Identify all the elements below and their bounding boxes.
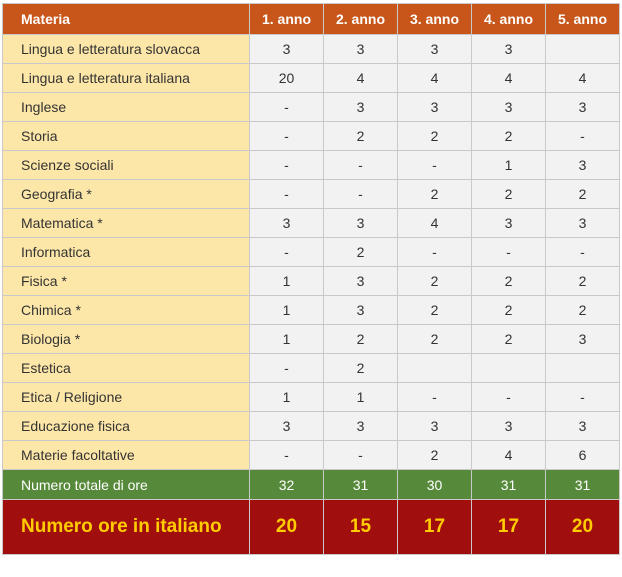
table-row [3,412,620,441]
hours-cell-year-3: 3 [398,412,472,441]
hours-cell-year-1: - [250,93,324,122]
table-row [3,325,620,354]
subject-cell: Matematica * [3,209,250,238]
hours-cell-year-5: 2 [546,267,620,296]
hours-cell-year-2: 3 [324,267,398,296]
hours-cell-year-3: 4 [398,64,472,93]
hours-cell-year-5: 3 [546,412,620,441]
hours-cell-year-5: - [546,122,620,151]
table-row [3,238,620,267]
table-row [3,441,620,470]
hours-cell-year-5: 3 [546,209,620,238]
hours-cell-year-4: 1 [472,151,546,180]
hours-cell-year-4: 4 [472,441,546,470]
hours-cell-year-3: 2 [398,267,472,296]
hours-cell-year-4: 3 [472,93,546,122]
table-row [3,209,620,238]
hours-cell-year-2: 3 [324,412,398,441]
italian-year-3: 17 [398,500,472,555]
hours-cell-year-3: - [398,383,472,412]
hours-cell-year-5: 2 [546,180,620,209]
hours-cell-year-2: - [324,151,398,180]
hours-cell-year-2: - [324,441,398,470]
subject-cell: Informatica [3,238,250,267]
hours-cell-year-3: 2 [398,180,472,209]
subject-cell: Inglese [3,93,250,122]
hours-cell-year-4: 2 [472,325,546,354]
subject-cell: Educazione fisica [3,412,250,441]
hours-cell-year-5: 4 [546,64,620,93]
hours-cell-year-3: 4 [398,209,472,238]
hours-cell-year-2: 3 [324,296,398,325]
table-row [3,267,620,296]
hours-cell-year-1: - [250,180,324,209]
italian-year-2: 15 [324,500,398,555]
hours-cell-year-4: - [472,383,546,412]
hours-cell-year-1: 3 [250,35,324,64]
hours-cell-year-5: - [546,383,620,412]
italian-year-4: 17 [472,500,546,555]
hours-cell-year-3: - [398,151,472,180]
table-row [3,93,620,122]
total-year-2: 31 [324,470,398,500]
hours-cell-year-1: - [250,441,324,470]
header-year-1: 1. anno [250,4,324,35]
hours-cell-year-3: 3 [398,93,472,122]
hours-cell-year-5 [546,35,620,64]
hours-cell-year-2: 2 [324,354,398,383]
subject-cell: Estetica [3,354,250,383]
hours-cell-year-1: - [250,122,324,151]
hours-cell-year-2: 1 [324,383,398,412]
total-year-1: 32 [250,470,324,500]
subject-cell: Chimica * [3,296,250,325]
italian-year-1: 20 [250,500,324,555]
hours-cell-year-3: 2 [398,296,472,325]
table-row [3,296,620,325]
total-row [3,470,620,500]
hours-cell-year-4: 4 [472,64,546,93]
table-row [3,35,620,64]
hours-cell-year-5: 3 [546,325,620,354]
italian-year-5: 20 [546,500,620,555]
hours-cell-year-1: - [250,238,324,267]
hours-cell-year-2: 3 [324,209,398,238]
hours-cell-year-2: 4 [324,64,398,93]
header-row [3,4,620,35]
header-year-5: 5. anno [546,4,620,35]
hours-cell-year-5: 3 [546,151,620,180]
hours-cell-year-3: 2 [398,122,472,151]
hours-cell-year-4: 3 [472,209,546,238]
subject-cell: Etica / Religione [3,383,250,412]
header-year-2: 2. anno [324,4,398,35]
hours-cell-year-3 [398,354,472,383]
subject-cell: Scienze sociali [3,151,250,180]
hours-cell-year-5: 6 [546,441,620,470]
hours-cell-year-3: 2 [398,325,472,354]
italian-hours-label: Numero ore in italiano [3,500,250,555]
hours-cell-year-3: 2 [398,441,472,470]
table-row [3,151,620,180]
subject-cell: Fisica * [3,267,250,296]
table-row [3,64,620,93]
hours-cell-year-1: 3 [250,412,324,441]
total-year-4: 31 [472,470,546,500]
hours-cell-year-3: 3 [398,35,472,64]
subject-cell: Lingua e letteratura italiana [3,64,250,93]
total-year-5: 31 [546,470,620,500]
hours-cell-year-1: 3 [250,209,324,238]
italian-hours-row [3,500,620,555]
hours-cell-year-4: 3 [472,35,546,64]
hours-cell-year-4 [472,354,546,383]
hours-cell-year-3: - [398,238,472,267]
hours-cell-year-1: 20 [250,64,324,93]
table-body [3,35,620,470]
hours-cell-year-5: - [546,238,620,267]
hours-cell-year-4: 3 [472,412,546,441]
hours-table [2,3,620,555]
header-subject: Materia [3,4,250,35]
hours-cell-year-4: 2 [472,180,546,209]
hours-cell-year-5: 3 [546,93,620,122]
subject-cell: Storia [3,122,250,151]
hours-cell-year-1: - [250,151,324,180]
hours-cell-year-1: 1 [250,267,324,296]
hours-cell-year-2: - [324,180,398,209]
hours-cell-year-4: 2 [472,267,546,296]
hours-cell-year-2: 2 [324,122,398,151]
total-label: Numero totale di ore [3,470,250,500]
hours-cell-year-1: - [250,354,324,383]
table-row [3,354,620,383]
subject-cell: Geografia * [3,180,250,209]
hours-cell-year-2: 3 [324,93,398,122]
hours-cell-year-1: 1 [250,325,324,354]
hours-cell-year-2: 3 [324,35,398,64]
hours-cell-year-4: - [472,238,546,267]
header-year-3: 3. anno [398,4,472,35]
total-year-3: 30 [398,470,472,500]
hours-cell-year-4: 2 [472,296,546,325]
subject-cell: Biologia * [3,325,250,354]
hours-cell-year-1: 1 [250,296,324,325]
hours-cell-year-1: 1 [250,383,324,412]
subject-cell: Materie facoltative [3,441,250,470]
header-year-4: 4. anno [472,4,546,35]
table-row [3,180,620,209]
hours-cell-year-4: 2 [472,122,546,151]
hours-cell-year-2: 2 [324,325,398,354]
table-row [3,383,620,412]
hours-cell-year-5: 2 [546,296,620,325]
hours-cell-year-2: 2 [324,238,398,267]
subject-cell: Lingua e letteratura slovacca [3,35,250,64]
hours-cell-year-5 [546,354,620,383]
table-row [3,122,620,151]
